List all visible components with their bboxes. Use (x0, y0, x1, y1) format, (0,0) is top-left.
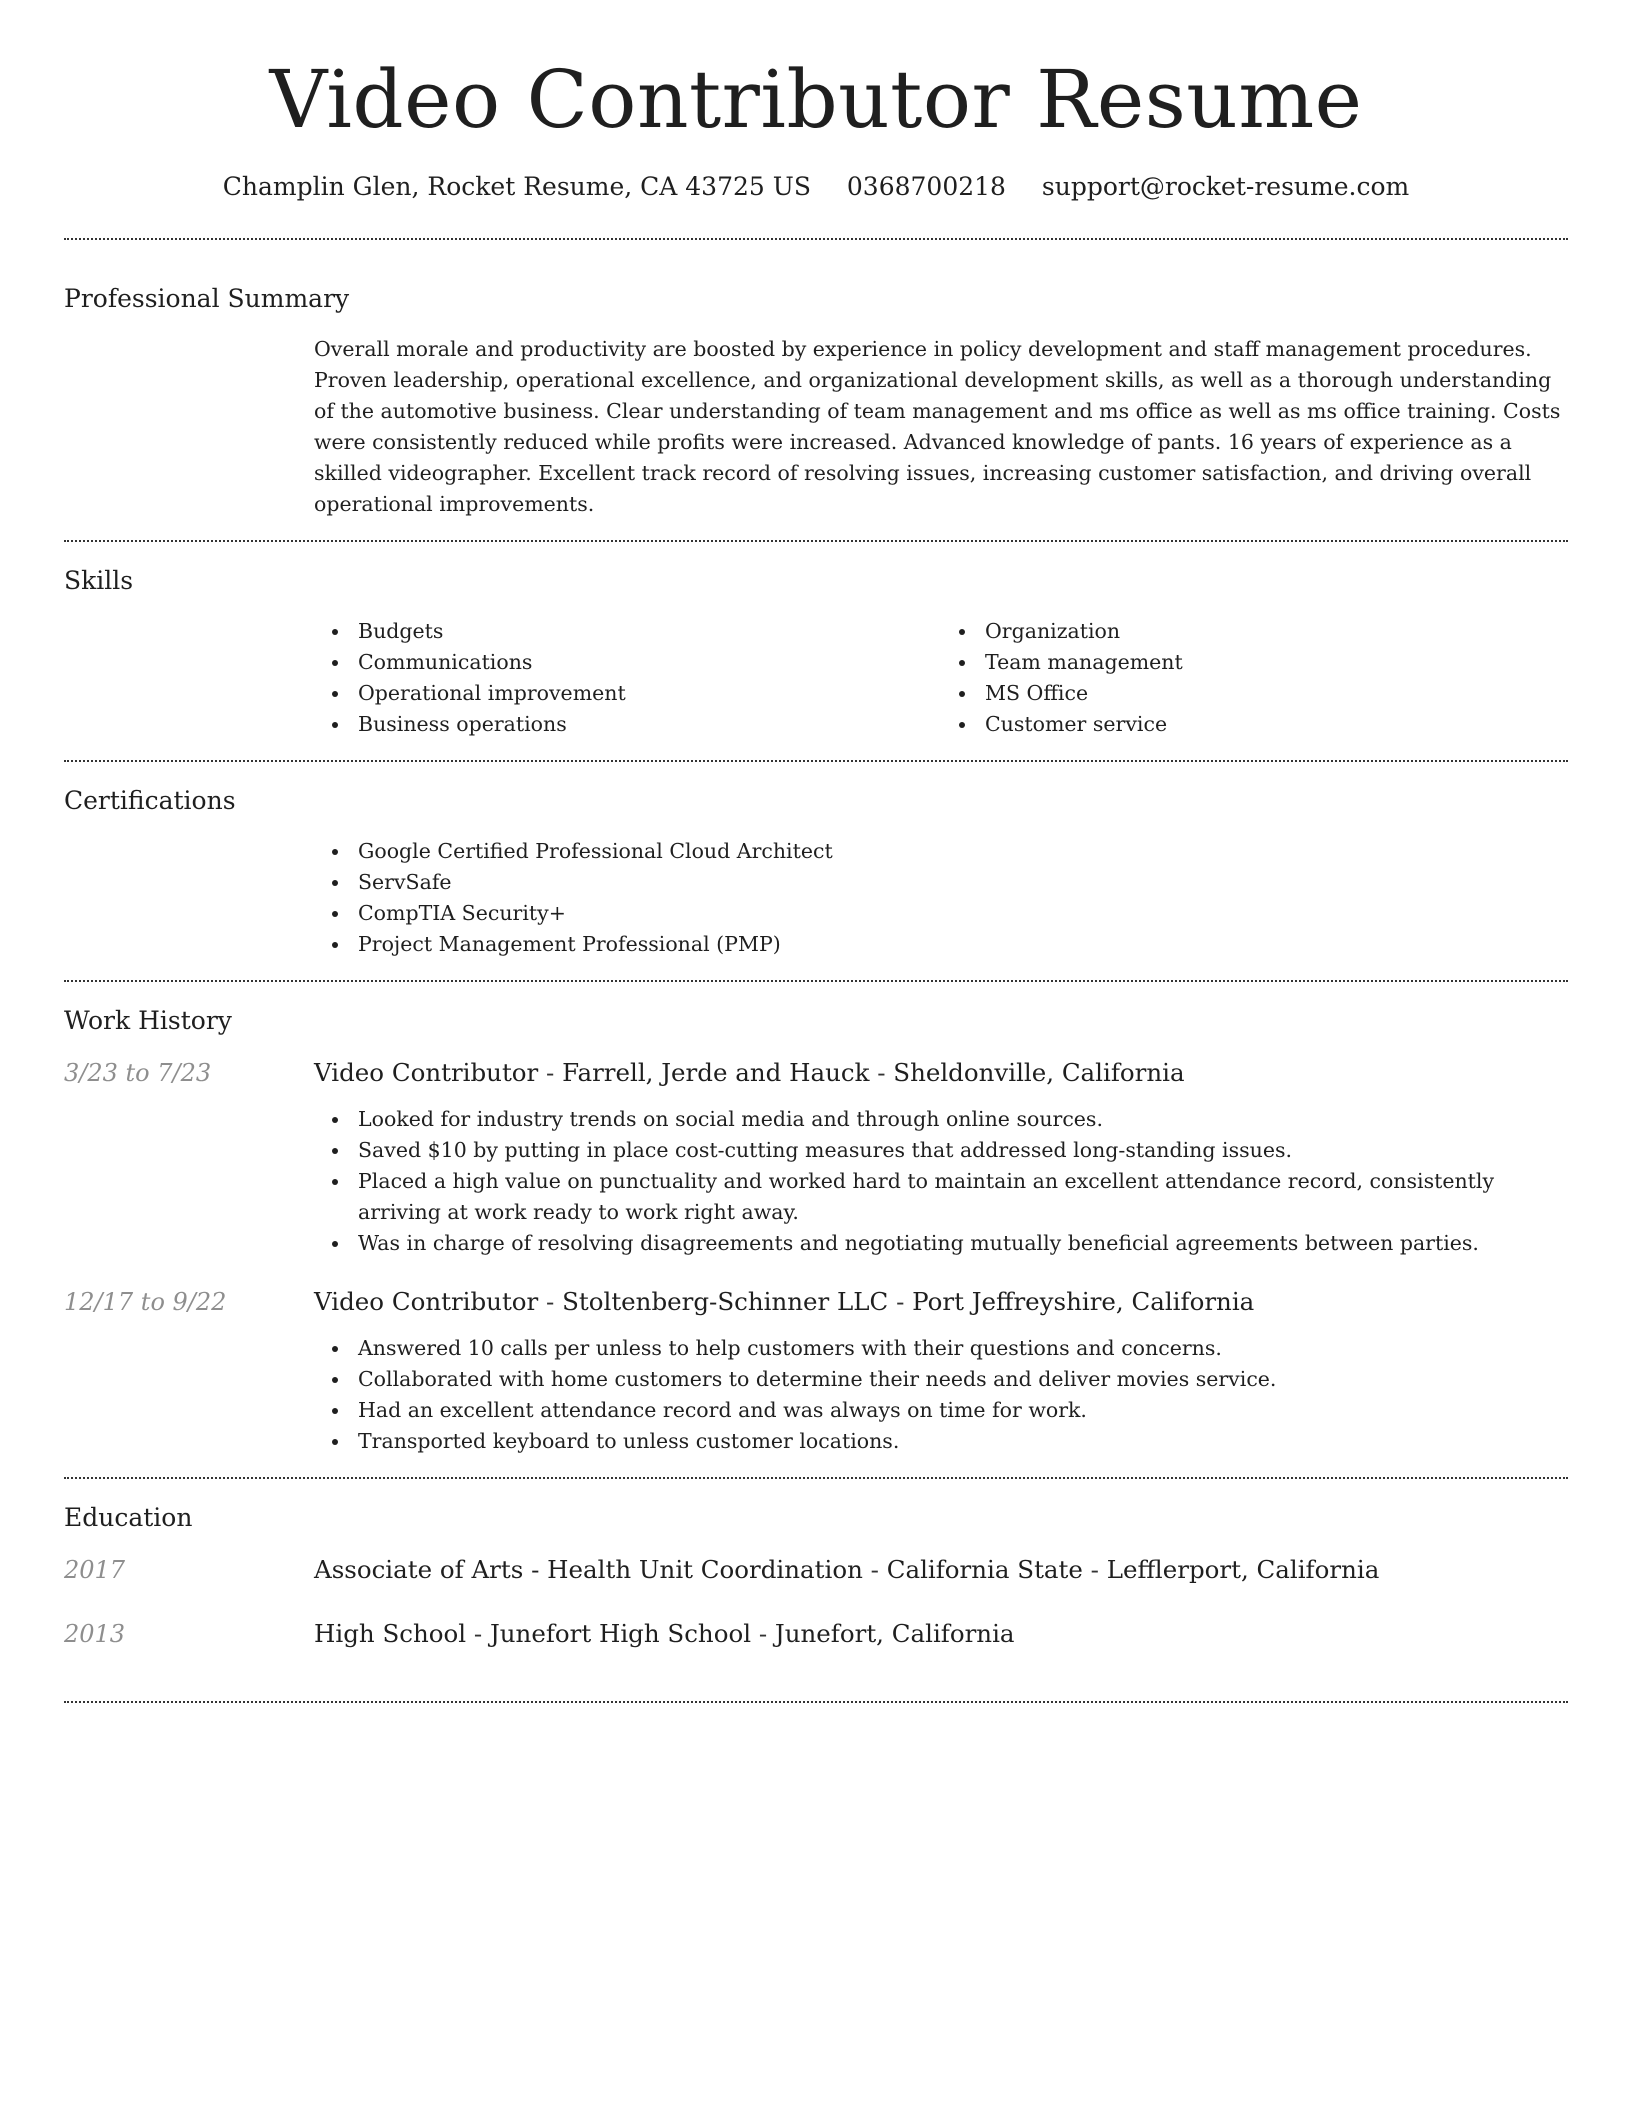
job-body (314, 1285, 1568, 1457)
separator: - (869, 1058, 894, 1087)
certifications-section (64, 762, 1568, 980)
job-bullet: Transported keyboard to unless customer locations. (358, 1426, 1568, 1457)
job-location: Sheldonville, California (893, 1058, 1185, 1087)
section-heading: Professional Summary (64, 284, 350, 313)
resume-title: Video Contributor Resume (269, 53, 1363, 146)
certification-item: Google Certified Professional Cloud Architect (358, 836, 1568, 867)
job-entry (64, 1056, 1568, 1259)
contact-line (64, 170, 1568, 204)
summary-text: Overall morale and productivity are boosted by experience in policy development and staff management procedures. Proven leadership, operational excellence, and organizational development skills, as well as a thorough understanding of the automotive business. Clear understanding of team management and ms office as well as ms office training. Costs were consistently reduced while profits were increased. Advanced knowledge of pants. 16 years of experience as a skilled videographer. Excellent track record of resolving issues, increasing customer satisfaction, and driving overall operational improvements. (314, 337, 1561, 516)
job-bullet: Had an excellent attendance record and was always on time for work. (358, 1395, 1568, 1426)
job-company: Farrell, Jerde and Hauck (562, 1058, 870, 1087)
job-location: Port Jeffreyshire, California (912, 1287, 1255, 1316)
job-title: Video Contributor (314, 1287, 539, 1316)
education-year: 2013 (64, 1620, 126, 1648)
job-company: Stoltenberg-Schinner LLC (562, 1287, 889, 1316)
certifications-list (314, 836, 1568, 960)
job-bullet: Placed a high value on punctuality and worked hard to maintain an excellent attendance record, consistently arriving at work ready to work right away. (358, 1166, 1568, 1228)
job-dates: 3/23 to 7/23 (64, 1059, 212, 1087)
skill-item: Organization (985, 616, 1568, 647)
education-degree: Associate of Arts - Health Unit Coordination (314, 1555, 863, 1584)
skills-list-right (941, 616, 1568, 740)
certification-item: Project Management Professional (PMP) (358, 929, 1568, 960)
skill-item: Budgets (358, 616, 941, 647)
job-bullet: Saved $10 by putting in place cost-cutting measures that addressed long-standing issues. (358, 1135, 1568, 1166)
education-location: Lefflerport, California (1106, 1555, 1380, 1584)
skills-section (64, 542, 1568, 760)
work-history-section (64, 982, 1568, 1477)
contact-email: support@rocket-resume.com (1041, 172, 1410, 201)
summary-content (314, 334, 1568, 520)
separator: - (751, 1619, 775, 1648)
job-heading (314, 1285, 1568, 1319)
job-bullet: Was in charge of resolving disagreements and negotiating mutually beneficial agreements between parties. (358, 1228, 1568, 1259)
education-body (314, 1617, 1568, 1651)
section-heading: Certifications (64, 786, 236, 815)
separator: - (538, 1058, 563, 1087)
job-body (314, 1056, 1568, 1259)
job-entry (64, 1285, 1568, 1457)
separator: - (888, 1287, 913, 1316)
certification-item: ServSafe (358, 867, 1568, 898)
education-heading (314, 1553, 1568, 1587)
job-bullet: Looked for industry trends on social media and through online sources. (358, 1104, 1568, 1135)
certification-item: CompTIA Security+ (358, 898, 1568, 929)
education-heading (314, 1617, 1568, 1651)
education-body (314, 1553, 1568, 1587)
job-bullets (314, 1333, 1568, 1457)
job-title: Video Contributor (314, 1058, 539, 1087)
job-bullet: Collaborated with home customers to determine their needs and deliver movies service. (358, 1364, 1568, 1395)
education-entry (64, 1553, 1568, 1587)
separator: - (1082, 1555, 1107, 1584)
skill-item: Team management (985, 647, 1568, 678)
section-heading: Education (64, 1503, 193, 1532)
education-degree: High School (314, 1619, 467, 1648)
education-school: Junefort High School (489, 1619, 752, 1648)
divider (64, 1701, 1568, 1703)
skill-item: Customer service (985, 709, 1568, 740)
summary-section (64, 240, 1568, 540)
separator: - (538, 1287, 563, 1316)
separator: - (862, 1555, 887, 1584)
skill-item: MS Office (985, 678, 1568, 709)
contact-phone: 0368700218 (846, 172, 1006, 201)
job-heading (314, 1056, 1568, 1090)
job-bullet: Answered 10 calls per unless to help customers with their questions and concerns. (358, 1333, 1568, 1364)
education-entry (64, 1617, 1568, 1651)
education-location: Junefort, California (774, 1619, 1015, 1648)
education-section (64, 1479, 1568, 1701)
skill-item: Operational improvement (358, 678, 941, 709)
certifications-content (314, 836, 1568, 960)
education-year: 2017 (64, 1556, 126, 1584)
skills-list-left (314, 616, 941, 740)
education-school: California State (886, 1555, 1083, 1584)
skill-item: Communications (358, 647, 941, 678)
section-heading: Work History (64, 1006, 232, 1035)
section-heading: Skills (64, 566, 134, 595)
skills-columns (314, 616, 1568, 740)
separator: - (466, 1619, 490, 1648)
resume-header (64, 0, 1568, 204)
skill-item: Business operations (358, 709, 941, 740)
job-bullets (314, 1104, 1568, 1259)
contact-address: Champlin Glen, Rocket Resume, CA 43725 US (222, 172, 811, 201)
job-dates: 12/17 to 9/22 (64, 1288, 227, 1316)
